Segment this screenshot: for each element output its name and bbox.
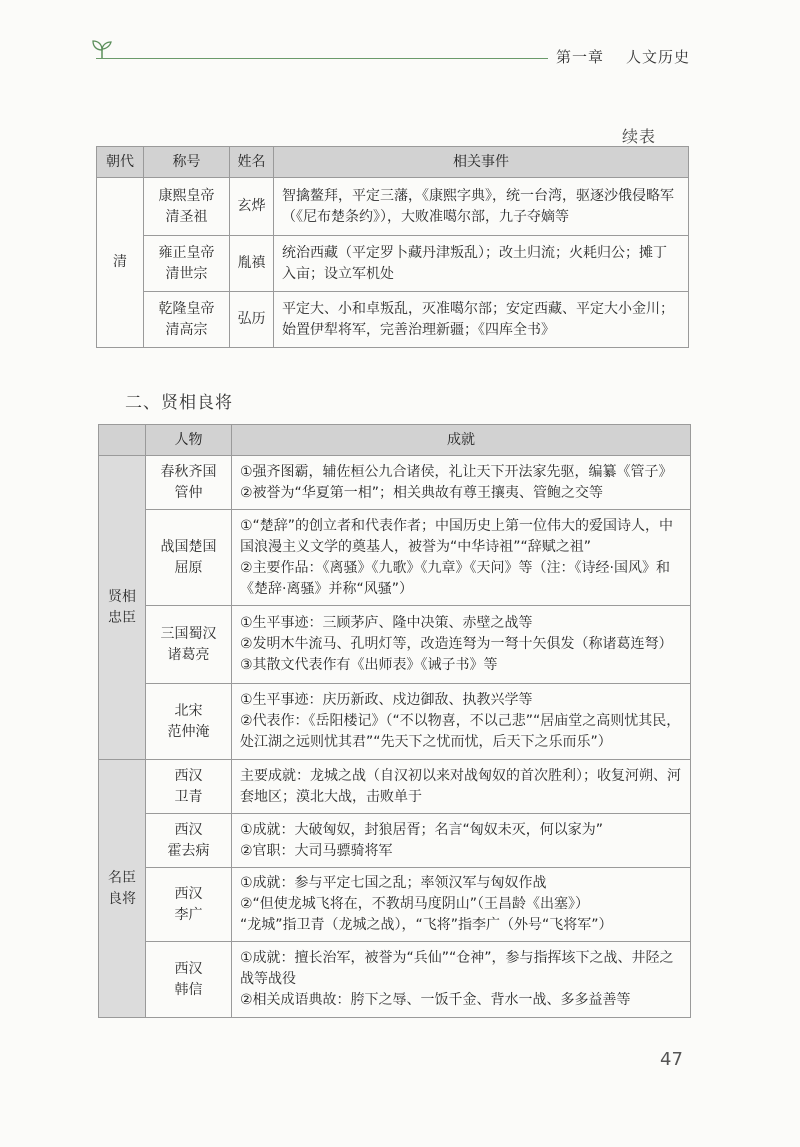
continued-label: 续表 (622, 127, 657, 146)
table-row (97, 292, 689, 348)
table-row (99, 868, 691, 942)
table-header-row (97, 147, 689, 178)
person-cell: 西汉 李广 (146, 868, 232, 942)
sprout-icon (90, 38, 114, 60)
chapter-title: 人文历史 (626, 48, 691, 66)
person-cell: 三国蜀汉 诸葛亮 (146, 606, 232, 684)
name-cell: 胤禛 (230, 236, 274, 292)
person-cell: 西汉 霍去病 (146, 814, 232, 868)
table-row (99, 814, 691, 868)
person-cell: 北宋 范仲淹 (146, 684, 232, 760)
ministers-generals-table (98, 424, 691, 1018)
header-rule (96, 58, 548, 59)
person-cell: 春秋齐国 管仲 (146, 456, 232, 510)
achievement-cell: 主要成就：龙城之战（自汉初以来对战匈奴的首次胜利）；收复河朔、河套地区；漠北大战，击败单于 (232, 760, 691, 814)
header-dynasty: 朝代 (97, 147, 144, 178)
group-label-ministers: 贤相 忠臣 (99, 456, 146, 760)
table-row (97, 236, 689, 292)
section-title: 二、贤相良将 (125, 393, 233, 413)
achievement-cell: ①生平事迹：庆历新政、戍边御敌、执教兴学等 ②代表作：《岳阳楼记》（“不以物喜，不以己悲”“居庙堂之高则忧其民，处江湖之远则忧其君”“先天下之忧而忧，后天下之乐而乐”） (232, 684, 691, 760)
table-row (99, 606, 691, 684)
table-row (99, 760, 691, 814)
title-cell: 乾隆皇帝 清高宗 (144, 292, 230, 348)
events-cell: 平定大、小和卓叛乱，灭准噶尔部；安定西藏、平定大小金川；始置伊犁将军，完善治理新疆；《四库全书》 (274, 292, 689, 348)
chapter-header (556, 46, 690, 67)
header-dynasty: 朝代 (99, 425, 146, 456)
person-cell: 战国楚国 屈原 (146, 510, 232, 606)
table-header-row (99, 425, 691, 456)
table-row (99, 510, 691, 606)
header-achievement: 成就 (232, 425, 691, 456)
achievement-cell: ①成就：大破匈奴，封狼居胥；名言“匈奴未灭，何以家为” ②官职：大司马骠骑将军 (232, 814, 691, 868)
achievement-cell: ①强齐图霸，辅佐桓公九合诸侯，礼让天下开法家先驱，编纂《管子》 ②被誉为“华夏第一相”；相关典故有尊王攘夷、管鲍之交等 (232, 456, 691, 510)
table-row (99, 684, 691, 760)
table-row (99, 942, 691, 1018)
title-cell: 康熙皇帝 清圣祖 (144, 178, 230, 236)
achievement-cell: ①生平事迹：三顾茅庐、隆中决策、赤壁之战等 ②发明木牛流马、孔明灯等，改造连弩为一弩十矢俱发（称诸葛连弩） ③其散文代表作有《出师表》《诫子书》等 (232, 606, 691, 684)
header-title: 称号 (144, 147, 230, 178)
dynasty-cell: 清 (97, 178, 144, 348)
chapter-number: 第一章 (556, 48, 605, 66)
name-cell: 玄烨 (230, 178, 274, 236)
achievement-cell: ①“楚辞”的创立者和代表作者；中国历史上第一位伟大的爱国诗人，中国浪漫主义文学的奠基人，被誉为“中华诗祖”“辞赋之祖” ②主要作品：《离骚》《九歌》《九章》《天问》等（注：《诗经·国风》和《楚辞·离骚》并称“风骚”） (232, 510, 691, 606)
group-label-generals: 名臣 良将 (99, 760, 146, 1018)
events-cell: 智擒鳌拜，平定三藩，《康熙字典》，统一台湾，驱逐沙俄侵略军（《尼布楚条约》），大败准噶尔部，九子夺嫡等 (274, 178, 689, 236)
events-cell: 统治西藏（平定罗卜藏丹津叛乱）；改土归流；火耗归公；摊丁入亩；设立军机处 (274, 236, 689, 292)
header-name: 姓名 (230, 147, 274, 178)
person-cell: 西汉 韩信 (146, 942, 232, 1018)
achievement-cell: ①成就：参与平定七国之乱；率领汉军与匈奴作战 ②“但使龙城飞将在，不教胡马度阴山”（王昌龄《出塞》） “龙城”指卫青（龙城之战），“飞将”指李广（外号“飞将军”） (232, 868, 691, 942)
table-row (99, 456, 691, 510)
page-number: 47 (660, 1049, 683, 1070)
qing-emperors-table (96, 146, 689, 348)
header-events: 相关事件 (274, 147, 689, 178)
name-cell: 弘历 (230, 292, 274, 348)
title-cell: 雍正皇帝 清世宗 (144, 236, 230, 292)
header-person: 人物 (146, 425, 232, 456)
person-cell: 西汉 卫青 (146, 760, 232, 814)
achievement-cell: ①成就：擅长治军，被誉为“兵仙”“仓神”，参与指挥垓下之战、井陉之战等战役 ②相关成语典故：胯下之辱、一饭千金、背水一战、多多益善等 (232, 942, 691, 1018)
table-row (97, 178, 689, 236)
